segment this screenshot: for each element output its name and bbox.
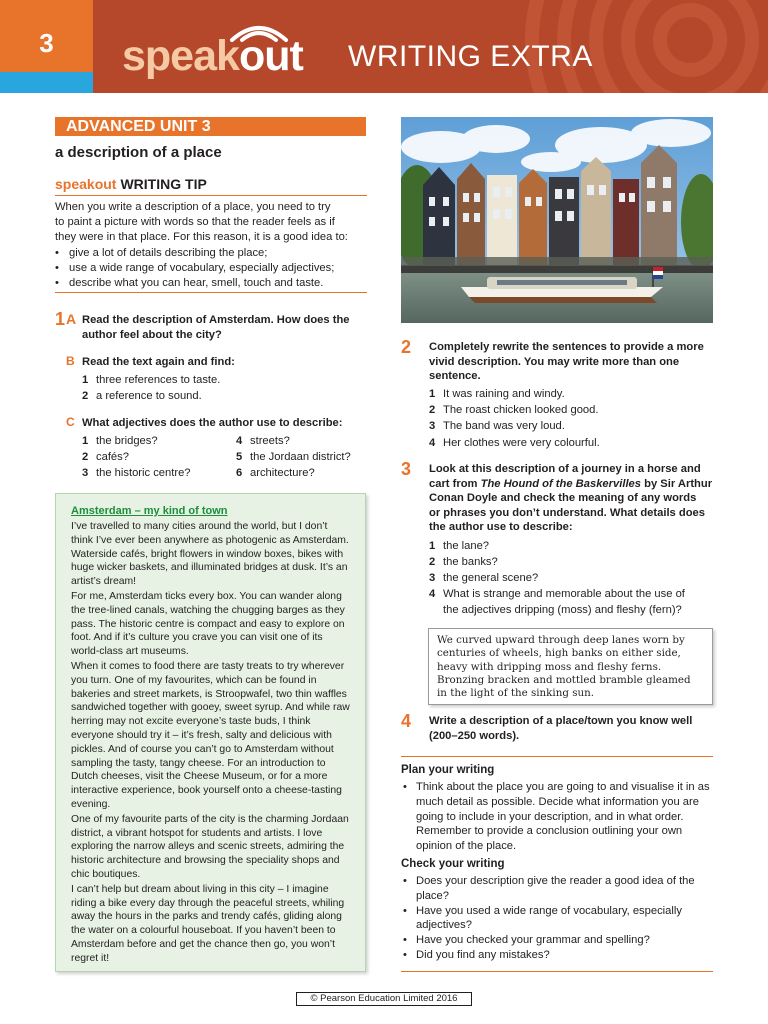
- reading-paragraph: When it comes to food there are tasty treats to try wherever you turn. One of my favourites, which can be found in bakeries and street markets, is Stroopwafel, two thin waffles sandwiched together with gooey, sweet syrup. And while raw herring may not excite everyone’s taste buds, I think everyone should try it – it’s fresh, salty and delicious with pickles. And of course you can’t go to Amsterdam without sampling the tasty, tangy cheese. For an introduction to Dutch cheeses, visit the Cheese Museum, or for a more interactive experience, book yourself onto a cheese-tasting evening.: [71, 660, 350, 810]
- list-item: [82, 373, 220, 387]
- item-number: 1: [429, 388, 436, 400]
- list-item: [236, 466, 315, 480]
- tip-label: WRITING TIP: [120, 176, 207, 192]
- item-number: 4: [236, 435, 243, 447]
- list-item: [82, 450, 129, 464]
- quote-line: Bronzing bracken and mottled bramble gleamed: [437, 673, 691, 686]
- item-text: The band was very loud.: [443, 420, 565, 432]
- tip-logo-out: out: [94, 176, 117, 192]
- item-number: 5: [236, 451, 243, 463]
- item-text: the historic centre?: [96, 467, 191, 479]
- exercise-line: Read the description of Amsterdam. How does the: [82, 314, 350, 326]
- exercise-4-number: 4: [401, 711, 412, 731]
- reading-text-box: [55, 493, 366, 972]
- list-item: [236, 434, 290, 448]
- list-item: [429, 419, 565, 433]
- list-item: [429, 387, 565, 401]
- item-text: three references to taste.: [96, 374, 221, 386]
- exercise-3-number: 3: [401, 459, 412, 479]
- logo-out: out: [238, 32, 303, 80]
- item-text: architecture?: [250, 467, 315, 479]
- plan-list: [401, 780, 711, 854]
- line-text: by Sir Arthur: [641, 477, 713, 490]
- exercise-line: (200–250 words).: [429, 729, 520, 742]
- lesson-title: a description of a place: [55, 144, 222, 161]
- quote-line: in the light of the sinking sun.: [437, 687, 595, 700]
- page-header: [0, 0, 768, 93]
- writing-tip-heading: [55, 176, 207, 192]
- tip-bullet: • give a lot of details describing the place;: [55, 246, 367, 261]
- reading-paragraph: One of my favourite parts of the city is the charming Jordaan district, a vibrant hotspot for students and artists. I love exploring the narrow alleys and scenic streets, admiring the historic architecture and browsing the speciality shops and chic boutiques.: [71, 813, 349, 880]
- check-bullet: • Does your description give the reader a good idea of the place?: [401, 874, 711, 904]
- exercise-line: Write a description of a place/town you know well: [429, 715, 693, 727]
- item-text: What is strange and memorable about the use of: [443, 588, 685, 600]
- list-item: [429, 571, 538, 585]
- line-text: cart from: [429, 477, 481, 490]
- plan-top-rule: [401, 756, 713, 757]
- item-text: cafés?: [96, 451, 129, 463]
- item-number: 3: [429, 420, 436, 432]
- reading-paragraph: For me, Amsterdam ticks every box. You can wander along the tree-lined canals, watching the chugging barges as they pass. The historic centre is compact and easy to explore on foot. And if it’s culture you crave you can visit one of its world-class art museums.: [71, 590, 345, 658]
- item-text: the Jordaan district?: [250, 451, 351, 463]
- exercise-line: the author use to describe:: [429, 521, 573, 533]
- speakout-logo: [122, 32, 303, 81]
- exercise-line: Conan Doyle and check the meaning of any words: [429, 492, 697, 504]
- exercise-1b-letter: B: [66, 354, 75, 368]
- exercise-line: sentence.: [429, 370, 481, 382]
- check-bottom-rule: [401, 971, 713, 972]
- unit-color-stripe: [0, 72, 93, 93]
- tip-logo-speak: speak: [55, 176, 95, 192]
- list-item: [82, 434, 158, 448]
- item-number: 3: [429, 572, 436, 584]
- item-number: 1: [82, 435, 89, 447]
- tip-bullet: • use a wide range of vocabulary, especially adjectives;: [55, 261, 367, 276]
- list-item: [429, 587, 685, 601]
- item-text: a reference to sound.: [96, 390, 202, 402]
- item-text: It was raining and windy.: [443, 388, 565, 400]
- unit-banner: ADVANCED UNIT 3: [55, 117, 366, 136]
- item-number: 2: [82, 451, 89, 463]
- tip-bullet: • describe what you can hear, smell, touch and taste.: [55, 276, 367, 291]
- quote-line: We curved upward through deep lanes worn by: [437, 634, 685, 646]
- exercise-1b-text: Read the text again and find:: [82, 356, 235, 368]
- tip-bottom-rule: [55, 292, 367, 293]
- check-bullet: • Did you find any mistakes?: [401, 948, 711, 963]
- plan-heading: Plan your writing: [401, 764, 495, 776]
- check-list: [401, 874, 711, 963]
- list-item: [429, 555, 498, 569]
- item-text: streets?: [250, 435, 290, 447]
- item-text: the lane?: [443, 540, 490, 552]
- tip-top-rule: [55, 195, 367, 196]
- exercise-line: or phrases you don’t understand. What details does: [429, 506, 705, 519]
- list-item-continuation: the adjectives dripping (moss) and fleshy (fern)?: [443, 604, 682, 616]
- book-title: The Hound of the Baskervilles: [480, 477, 641, 490]
- exercise-1a-text: [82, 313, 350, 342]
- logo-speak: speak: [122, 32, 239, 80]
- item-number: 1: [82, 374, 89, 386]
- exercise-line: vivid description. You may write more than one: [429, 355, 680, 368]
- list-item: [429, 436, 600, 450]
- exercise-4-text: [429, 714, 692, 743]
- reading-title: Amsterdam – my kind of town: [71, 505, 228, 517]
- item-number: 2: [429, 404, 436, 416]
- unit-number: 3: [39, 28, 54, 58]
- item-number: 2: [82, 390, 89, 402]
- copyright-footer: © Pearson Education Limited 2016: [296, 992, 472, 1006]
- exercise-line: Completely rewrite the sentences to provide a more: [429, 341, 704, 353]
- tip-bullets: [55, 246, 367, 292]
- quote-line: heavy with dripping moss and fleshy ferns.: [437, 660, 662, 673]
- item-number: 2: [429, 556, 436, 568]
- exercise-2-text: [429, 340, 704, 384]
- exercise-line: [429, 477, 712, 492]
- list-item: [429, 539, 489, 553]
- tip-line: When you write a description of a place, you need to try: [55, 201, 331, 213]
- list-item: [82, 466, 191, 480]
- tip-line: to paint a picture with words so that the reader feels as if: [55, 216, 335, 229]
- check-bullet: • Have you used a wide range of vocabulary, especially adjectives?: [401, 904, 711, 934]
- item-number: 4: [429, 437, 436, 449]
- item-text: the bridges?: [96, 435, 158, 447]
- list-item: [236, 450, 351, 464]
- item-text: the banks?: [443, 556, 498, 568]
- exercise-1c-letter: C: [66, 415, 75, 429]
- list-item: [82, 389, 202, 403]
- reading-paragraph: I can’t help but dream about living in this city – I imagine riding a bike every day through the peaceful streets, whiling away the hours in the parks and trendy cafés, gliding along the water on a colourful houseboat. If you haven’t been to Amsterdam before and get the chance then go, you won’t regret it!: [71, 883, 345, 964]
- item-text: The roast chicken looked good.: [443, 404, 599, 416]
- canal-illustration: [401, 117, 713, 323]
- item-text: the general scene?: [443, 572, 539, 584]
- exercise-3-text: [429, 462, 712, 535]
- item-number: 4: [429, 588, 436, 600]
- plan-bullet: • Think about the place you are going to and visualise it in as much detail as possible. Decide what information you are going to include in your description, and in what order. Remember to provide a conclusion outlining your own opinion of the place.: [401, 780, 711, 854]
- exercise-1c-text: What adjectives does the author use to describe:: [82, 417, 343, 429]
- exercise-2-number: 2: [401, 337, 412, 357]
- item-number: 6: [236, 467, 243, 479]
- item-number: 1: [429, 540, 436, 552]
- exercise-1-number: 1: [55, 309, 66, 329]
- exercise-1a-letter: A: [66, 311, 77, 327]
- reading-paragraph: I’ve travelled to many cities around the world, but I don’t think I’ve ever been anywhere as photogenic as Amsterdam. Waterside cafés, bright flowers in window boxes, bikes with huge wicker baskets, and illuminated bridges at dusk. It’s an artist’s dream!: [71, 521, 349, 588]
- quote-line: centuries of wheels, high banks on either side,: [437, 647, 681, 660]
- tip-line: they were in that place. For this reason, it is a good idea to:: [55, 231, 348, 244]
- list-item: [429, 403, 598, 417]
- item-text: Her clothes were very colourful.: [443, 437, 600, 449]
- exercise-line: Look at this description of a journey in a horse and: [429, 463, 701, 475]
- page-title: WRITING EXTRA: [348, 40, 593, 73]
- check-heading: Check your writing: [401, 858, 505, 870]
- writing-tip-body: [55, 200, 367, 291]
- check-bullet: • Have you checked your grammar and spelling?: [401, 933, 711, 948]
- item-number: 3: [82, 467, 89, 479]
- quote-box: [428, 628, 713, 705]
- exercise-line: author feel about the city?: [82, 328, 222, 341]
- amsterdam-canal-photo: [401, 117, 713, 323]
